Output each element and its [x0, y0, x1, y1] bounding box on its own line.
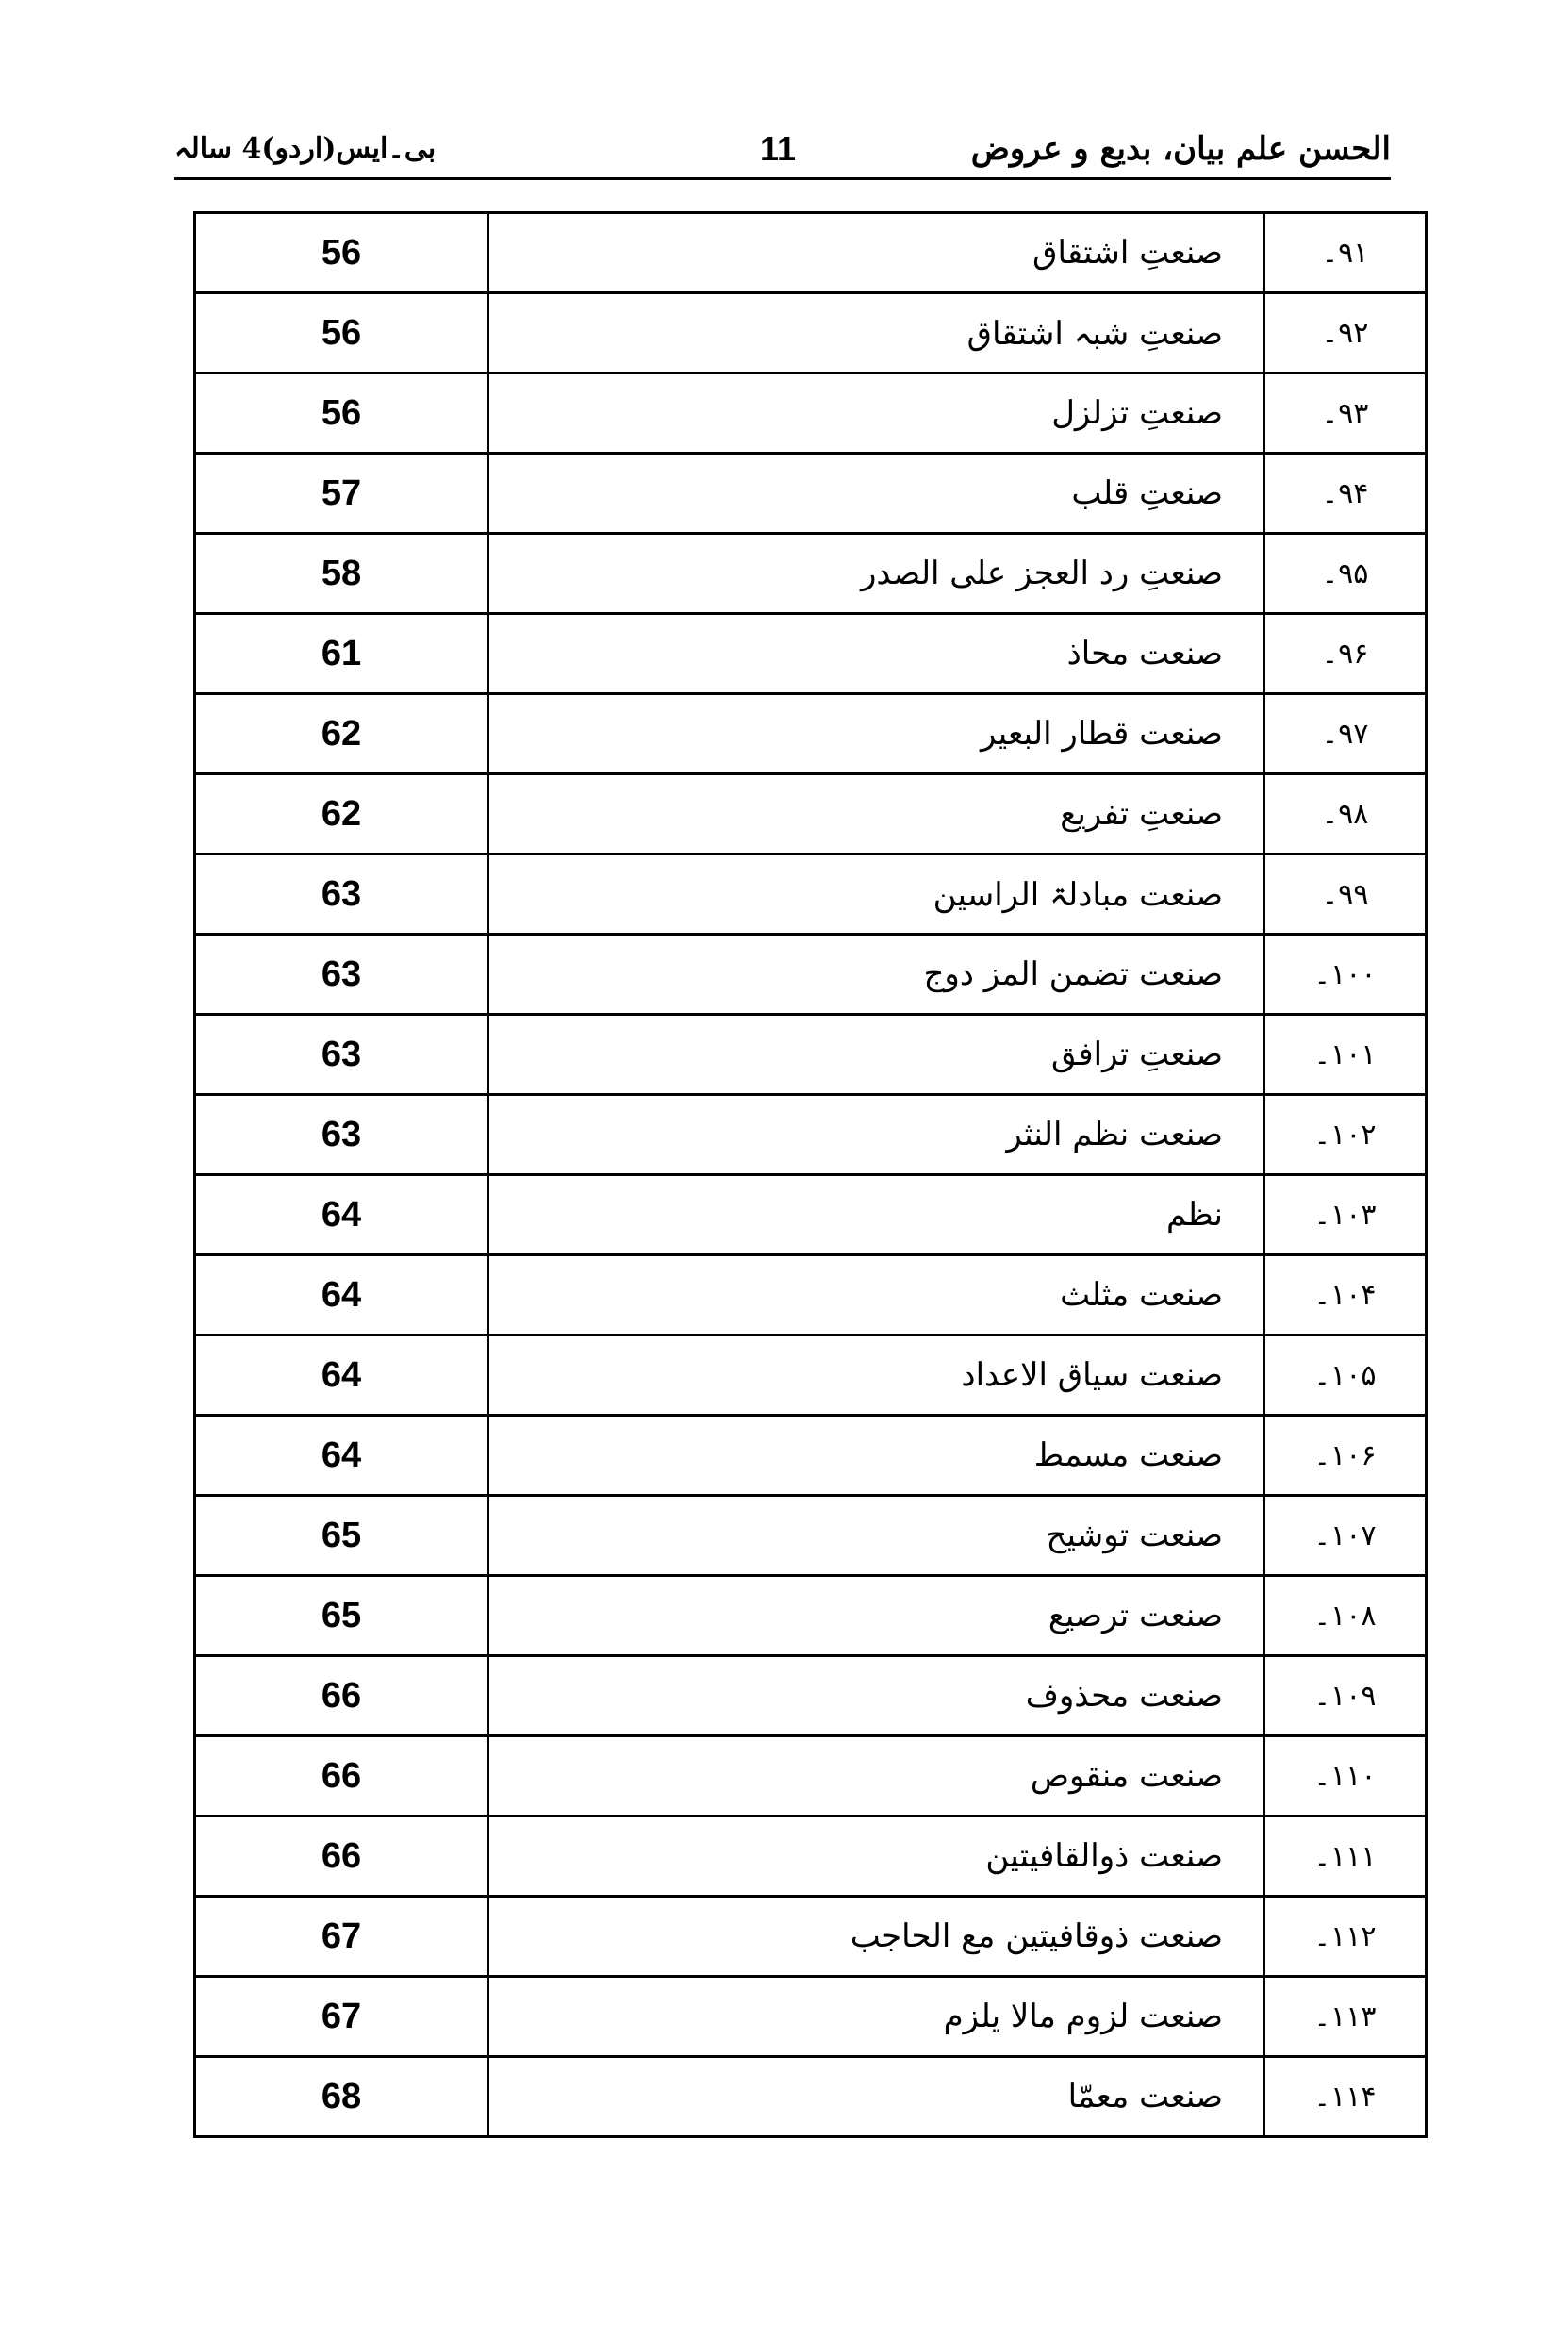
topic-title-cell: صنعتِ ترافق: [488, 1015, 1264, 1095]
table-row: [195, 1736, 1427, 1816]
topic-title-cell: صنعت مثلث: [488, 1255, 1264, 1335]
serial-number-cell: ۹۱۔: [1264, 213, 1427, 293]
topic-title-cell: صنعت ذوقافیتین مع الحاجب: [488, 1897, 1264, 1977]
page-number-cell: 63: [195, 1015, 488, 1095]
serial-number-cell: ۱۰۶۔: [1264, 1416, 1427, 1496]
serial-number-cell: ۹۵۔: [1264, 534, 1427, 614]
serial-number-cell: ۱۰۳۔: [1264, 1175, 1427, 1255]
serial-number-cell: ۱۰۴۔: [1264, 1255, 1427, 1335]
table-row: [195, 373, 1427, 454]
contents-table: [193, 211, 1428, 2138]
serial-number-cell: ۹۹۔: [1264, 854, 1427, 935]
page-number-cell: 57: [195, 454, 488, 534]
topic-title-cell: صنعتِ رد العجز علی الصدر: [488, 534, 1264, 614]
table-row: [195, 1977, 1427, 2057]
page-number-cell: 63: [195, 1095, 488, 1175]
serial-number-cell: ۱۰۹۔: [1264, 1656, 1427, 1736]
topic-title-cell: صنعتِ تزلزل: [488, 373, 1264, 454]
page-number-cell: 67: [195, 1897, 488, 1977]
page-number-cell: 56: [195, 213, 488, 293]
serial-number-cell: ۱۰۲۔: [1264, 1095, 1427, 1175]
table-row: [195, 293, 1427, 373]
serial-number-cell: ۱۱۰۔: [1264, 1736, 1427, 1816]
serial-number-cell: ۹۶۔: [1264, 614, 1427, 694]
serial-number-cell: ۱۰۷۔: [1264, 1496, 1427, 1576]
page-number-cell: 66: [195, 1736, 488, 1816]
topic-title-cell: صنعت قطار البعیر: [488, 694, 1264, 774]
page-number-cell: 64: [195, 1416, 488, 1496]
topic-title-cell: صنعت منقوص: [488, 1736, 1264, 1816]
table-row: [195, 1335, 1427, 1416]
table-row: [195, 774, 1427, 854]
table-row: [195, 694, 1427, 774]
serial-number-cell: ۱۱۳۔: [1264, 1977, 1427, 2057]
serial-number-cell: ۹۸۔: [1264, 774, 1427, 854]
page-number-cell: 66: [195, 1816, 488, 1897]
page-number: 11: [759, 129, 797, 168]
topic-title-cell: صنعت ذوالقافیتین: [488, 1816, 1264, 1897]
page-number-cell: 68: [195, 2057, 488, 2137]
table-row: [195, 1175, 1427, 1255]
table-row: [195, 1255, 1427, 1335]
running-header: [174, 121, 1391, 180]
serial-number-cell: ۱۰۸۔: [1264, 1576, 1427, 1656]
topic-title-cell: صنعت لزوم مالا یلزم: [488, 1977, 1264, 2057]
serial-number-cell: ۹۳۔: [1264, 373, 1427, 454]
topic-title-cell: صنعتِ قلب: [488, 454, 1264, 534]
page-number-cell: 62: [195, 694, 488, 774]
page-number-cell: 58: [195, 534, 488, 614]
page-number-cell: 64: [195, 1335, 488, 1416]
page-number-cell: 61: [195, 614, 488, 694]
serial-number-cell: ۹۷۔: [1264, 694, 1427, 774]
topic-title-cell: صنعت محاذ: [488, 614, 1264, 694]
page-number-cell: 62: [195, 774, 488, 854]
table-row: [195, 534, 1427, 614]
page-number-cell: 64: [195, 1175, 488, 1255]
topic-title-cell: صنعت نظم النثر: [488, 1095, 1264, 1175]
topic-title-cell: نظم: [488, 1175, 1264, 1255]
topic-title-cell: صنعت ترصیع: [488, 1576, 1264, 1656]
table-row: [195, 1095, 1427, 1175]
topic-title-cell: صنعت مسمط: [488, 1416, 1264, 1496]
serial-number-cell: ۱۰۵۔: [1264, 1335, 1427, 1416]
topic-title-cell: صنعتِ تفریع: [488, 774, 1264, 854]
page-number-cell: 65: [195, 1496, 488, 1576]
topic-title-cell: صنعت سیاق الاعداد: [488, 1335, 1264, 1416]
serial-number-cell: ۱۱۲۔: [1264, 1897, 1427, 1977]
book-title: الحسن علم بیان، بدیع و عروض: [970, 130, 1391, 168]
table-row: [195, 1816, 1427, 1897]
table-row: [195, 1656, 1427, 1736]
serial-number-cell: ۹۴۔: [1264, 454, 1427, 534]
table-row: [195, 614, 1427, 694]
table-row: [195, 1897, 1427, 1977]
topic-title-cell: صنعت معمّا: [488, 2057, 1264, 2137]
table-row: [195, 854, 1427, 935]
topic-title-cell: صنعت توشیح: [488, 1496, 1264, 1576]
topic-title-cell: صنعت محذوف: [488, 1656, 1264, 1736]
table-row: [195, 1576, 1427, 1656]
page-number-cell: 64: [195, 1255, 488, 1335]
serial-number-cell: ۱۱۱۔: [1264, 1816, 1427, 1897]
topic-title-cell: صنعتِ اشتقاق: [488, 213, 1264, 293]
page-number-cell: 67: [195, 1977, 488, 2057]
serial-number-cell: ۱۰۱۔: [1264, 1015, 1427, 1095]
topic-title-cell: صنعت مبادلۃ الراسین: [488, 854, 1264, 935]
table-row: [195, 1416, 1427, 1496]
program-label: بی۔ایس(اردو)4 سالہ: [174, 132, 437, 165]
page-number-cell: 56: [195, 293, 488, 373]
page-number-cell: 65: [195, 1576, 488, 1656]
page-number-cell: 63: [195, 935, 488, 1015]
topic-title-cell: صنعت تضمن المز دوج: [488, 935, 1264, 1015]
table-row: [195, 1496, 1427, 1576]
page-number-cell: 66: [195, 1656, 488, 1736]
serial-number-cell: ۱۰۰۔: [1264, 935, 1427, 1015]
table-row: [195, 1015, 1427, 1095]
serial-number-cell: ۱۱۴۔: [1264, 2057, 1427, 2137]
table-row: [195, 213, 1427, 293]
table-row: [195, 935, 1427, 1015]
topic-title-cell: صنعتِ شبہ اشتقاق: [488, 293, 1264, 373]
table-row: [195, 2057, 1427, 2137]
serial-number-cell: ۹۲۔: [1264, 293, 1427, 373]
page-number-cell: 63: [195, 854, 488, 935]
page-number-cell: 56: [195, 373, 488, 454]
table-row: [195, 454, 1427, 534]
